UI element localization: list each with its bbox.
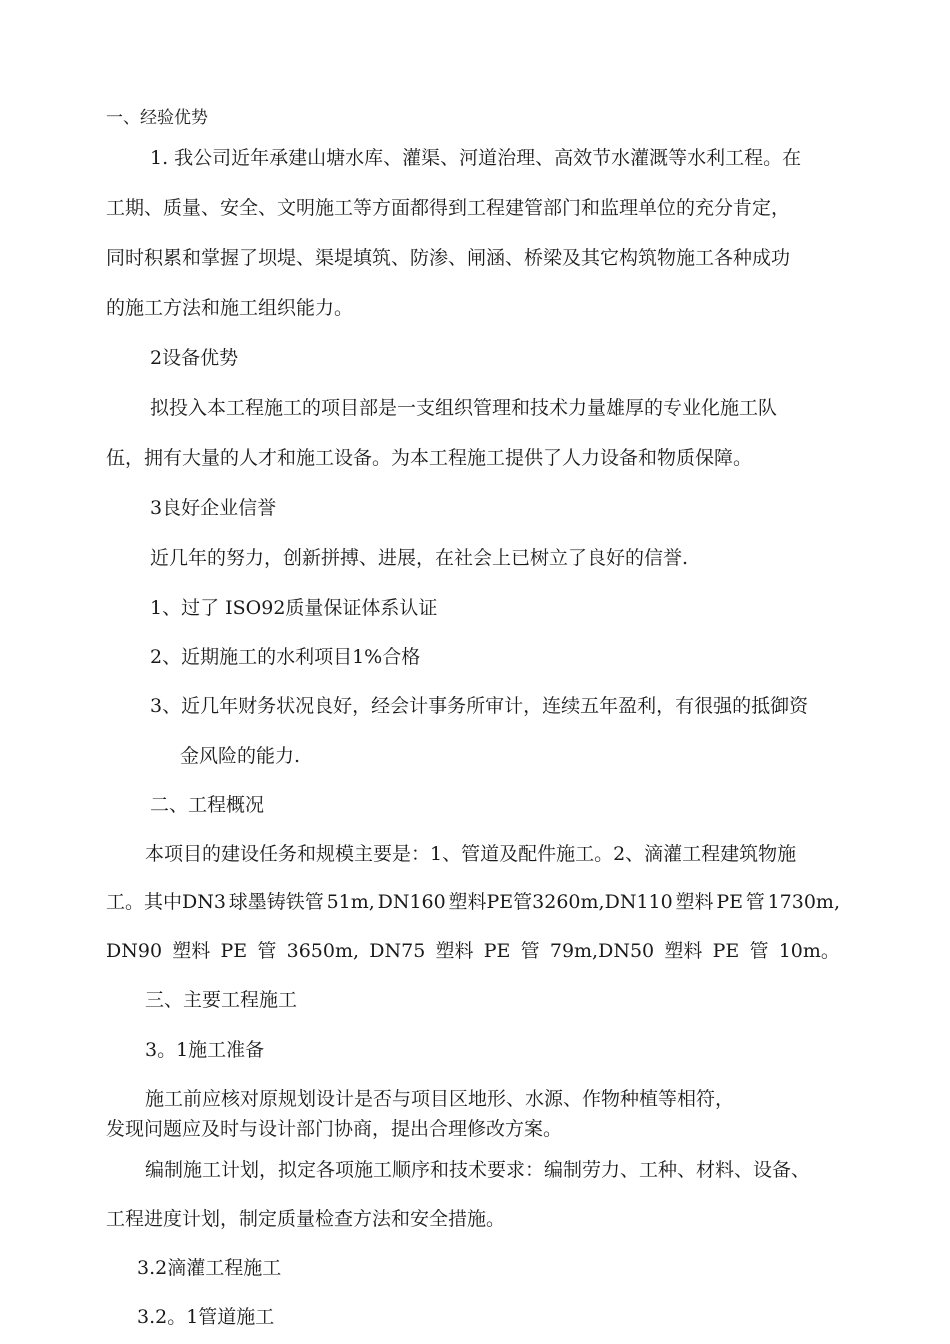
section-1-heading: 一、经验优势 xyxy=(106,108,208,128)
paragraph-1-line-3: 同时积累和掌握了坝堤、渠堤填筑、防渗、闸涵、桥梁及其它构筑物施工各种成功 xyxy=(106,247,791,269)
word: 3650m, xyxy=(286,940,360,962)
paragraph-1-line-1: 1. 我公司近年承建山塘水库、灌渠、河道治理、高效节水灌溉等水利工程。在 xyxy=(150,147,802,169)
word: DN75 xyxy=(369,940,426,962)
paragraph-2-line-2: 伍，拥有大量的人才和施工设备。为本工程施工提供了人力设备和物质保障。 xyxy=(106,447,753,469)
paragraph-6-line-2: 工程进度计划，制定质量检查方法和安全措施。 xyxy=(106,1208,506,1230)
word: 球墨铸铁管 xyxy=(228,891,324,913)
word: 塑料 xyxy=(435,940,474,962)
paragraph-3: 近几年的努力，创新拼搏、进展，在社会上已树立了良好的信誉. xyxy=(150,547,689,569)
list-item-3-line-1: 3、近几年财务状况良好，经会计事务所审计，连续五年盈利，有很强的抵御资 xyxy=(150,695,809,717)
paragraph-5-line-1: 施工前应核对原规划设计是否与项目区地形、水源、作物种植等相符， xyxy=(145,1088,735,1110)
word: PE xyxy=(712,940,740,962)
paragraph-1-line-4: 的施工方法和施工组织能力。 xyxy=(106,297,354,319)
word: PE xyxy=(483,940,511,962)
heading-3-2: 3.2滴灌工程施工 xyxy=(137,1257,282,1279)
paragraph-2-line-1: 拟投入本工程施工的项目部是一支组织管理和技术力量雄厚的专业化施工队 xyxy=(150,397,778,419)
heading-reputation: 3良好企业信誉 xyxy=(150,497,277,519)
word: 1730m, xyxy=(767,891,840,913)
word: 工。其中DN3 xyxy=(106,891,226,913)
heading-3-1: 3。1施工准备 xyxy=(145,1039,265,1061)
list-item-2: 2、近期施工的水利项目1%合格 xyxy=(150,646,421,668)
word: 管 xyxy=(749,940,769,962)
list-item-1: 1、过了 ISO92质量保证体系认证 xyxy=(150,597,438,619)
paragraph-4-line-3 xyxy=(106,939,840,963)
heading-equipment-advantage: 2设备优势 xyxy=(150,347,239,369)
word: PE xyxy=(220,940,248,962)
word: DN90 xyxy=(106,940,163,962)
paragraph-6-line-1: 编制施工计划，拟定各项施工顺序和技术要求：编制劳力、工种、材料、设备、 xyxy=(145,1159,811,1181)
word: 79m,DN50 xyxy=(549,940,655,962)
word: 塑料 xyxy=(664,940,703,962)
section-2-heading: 二、工程概况 xyxy=(150,794,265,816)
paragraph-4-line-2 xyxy=(106,890,840,914)
paragraph-1-line-2: 工期、质量、安全、文明施工等方面都得到工程建管部门和监理单位的充分肯定， xyxy=(106,197,791,219)
word: 塑料 xyxy=(675,891,714,913)
word: DN160 xyxy=(377,891,446,913)
heading-3-2-1: 3.2。1管道施工 xyxy=(137,1306,275,1328)
word: 管 xyxy=(257,940,277,962)
list-item-3-line-2: 金风险的能力. xyxy=(180,745,301,767)
word: 管 xyxy=(745,891,765,913)
section-3-heading: 三、主要工程施工 xyxy=(145,989,298,1011)
word: 管 xyxy=(520,940,540,962)
word: 51m, xyxy=(326,891,375,913)
word: 10m。 xyxy=(778,940,840,962)
word: PE xyxy=(716,891,743,913)
paragraph-4-line-1: 本项目的建设任务和规模主要是：1、管道及配件施工。2、滴灌工程建筑物施 xyxy=(145,843,797,865)
word: 塑料 xyxy=(172,940,211,962)
paragraph-5-line-2: 发现问题应及时与设计部门协商，提出合理修改方案。 xyxy=(106,1118,563,1140)
word: 塑料PE管3260m,DN110 xyxy=(448,891,673,913)
